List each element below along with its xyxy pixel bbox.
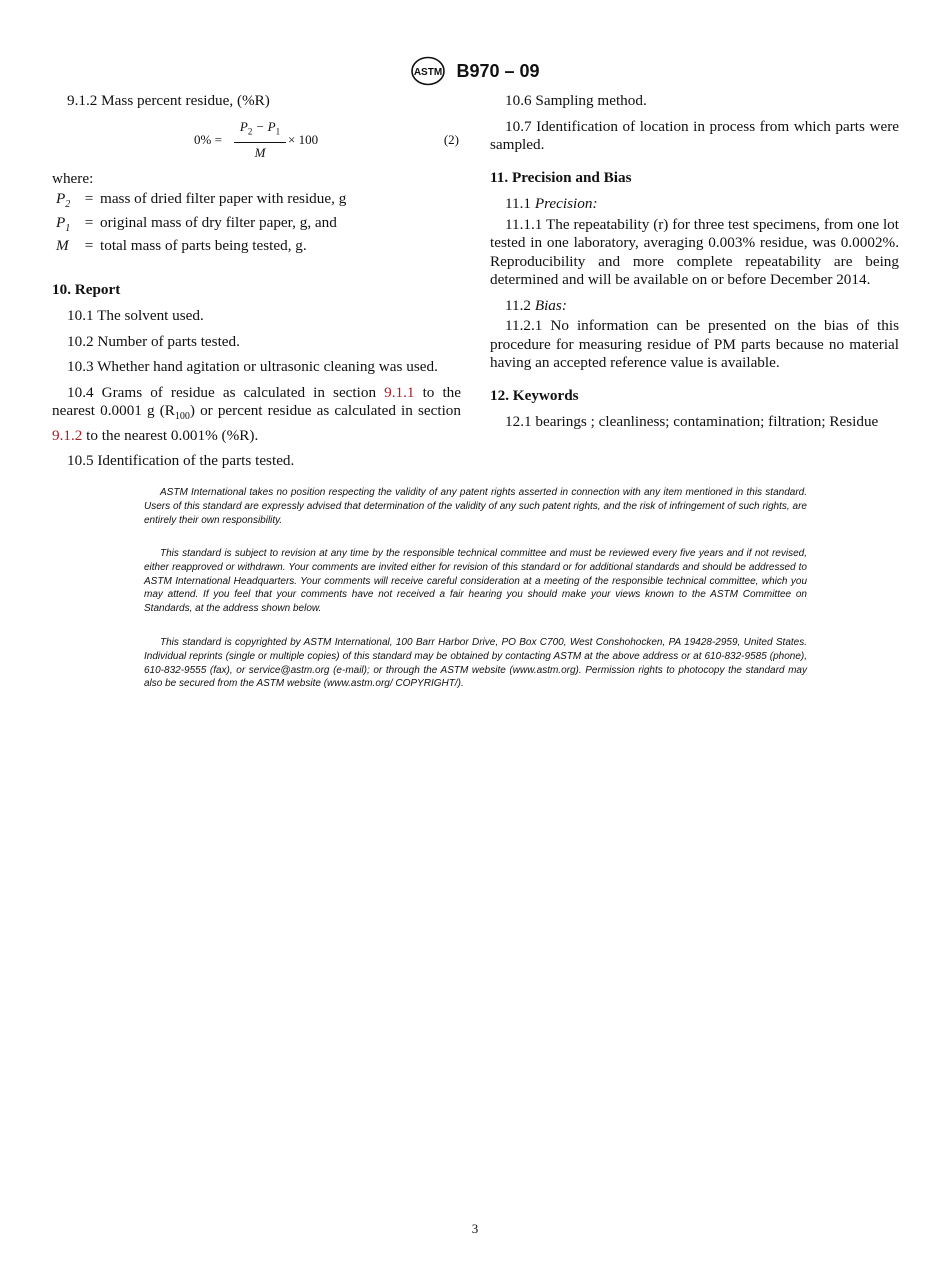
link-9-1-2[interactable]: 9.1.2 xyxy=(52,426,83,444)
equation-lhs: 0% = xyxy=(194,131,222,147)
page-number: 3 xyxy=(471,1221,479,1236)
definition-row: $P_1$ = original mass of dry filter paper, g, and xyxy=(56,213,337,234)
equation-fraction xyxy=(234,118,286,163)
heading-precision-bias: 11. Precision and Bias xyxy=(490,168,632,186)
section-10-1: 10.1 The solvent used. xyxy=(67,307,204,325)
section-9-1-2: 9.1.2 Mass percent residue, (%R) xyxy=(67,92,270,109)
section-11-2: 11.2 Bias: xyxy=(505,296,567,314)
copyright-notice: This standard is copyrighted by ASTM International, 100 Barr Harbor Drive, PO Box C700, West Conshohocken, PA 19428-2959, United States. Individual reprints (single or multiple copies) of this standard may be obtained by contacting ASTM at the above address or at 610-832-9585 (phone), 610-832-9555 (fax), or service@astm.org (e-mail); or through the ASTM website (www.astm.org). Permission rights to photocopy the standard may also be secured from the ASTM website (www.astm.org/ COPYRIGHT/). xyxy=(144,637,807,690)
section-12-1: 12.1 bearings ; cleanliness; contamination; filtration; Residue xyxy=(505,413,879,430)
heading-keywords: 12. Keywords xyxy=(490,386,579,404)
right-column xyxy=(490,92,899,439)
left-column xyxy=(52,92,461,478)
section-10-6: 10.6 Sampling method. xyxy=(505,92,647,109)
equation-number: (2) xyxy=(443,131,459,147)
equation-denominator: M xyxy=(254,144,266,160)
equation-rhs: × 100 xyxy=(288,131,319,147)
definition-row: M = total mass of parts being tested, g. xyxy=(56,237,307,255)
section-11-2-1: 11.2.1 No information can be presented on the bias of this procedure for measuring residue of PM parts because no material having an accepted reference value is available. xyxy=(490,317,899,371)
astm-logo-icon xyxy=(410,56,446,86)
where-label: where: xyxy=(52,169,94,187)
document-designation: B970 – 09 xyxy=(456,60,540,81)
heading-report: 10. Report xyxy=(52,280,121,298)
page-header xyxy=(0,56,950,86)
equation-numerator: $P_2 - P_1$ xyxy=(234,118,286,143)
revision-notice: This standard is subject to revision at any time by the responsible technical committee and must be reviewed every five years and if not revised, either reapproved or withdrawn. Your comments are invited either for revision of this standard or for additional standards and should be addressed to ASTM International Headquarters. Your comments will receive careful consideration at a meeting of the responsible technical committee, which you may attend. If you feel that your comments have not received a fair hearing you should make your views known to the ASTM Committee on Standards, at the address shown below. xyxy=(144,548,807,615)
section-11-1: 11.1 Precision: xyxy=(505,195,598,212)
section-10-2: 10.2 Number of parts tested. xyxy=(67,332,240,350)
variable-definitions xyxy=(52,190,461,261)
section-10-5: 10.5 Identification of the parts tested. xyxy=(67,452,295,470)
section-10-4: 10.4 Grams of residue as calculated in section 9.1.1 to the nearest 0.0001 g $(R_{100})$ or percent residue as calculated in section 9.1.2 to the nearest 0.001% (%R). xyxy=(52,383,461,444)
equation-2 xyxy=(52,118,461,162)
section-11-1-1: 11.1.1 The repeatability (r) for three test specimens, from one lot tested in one laboratory, averaging 0.003% residue, was 0.0002%. Reproducibility and more complete repeatability are being determined and will be available on or before December 2014. xyxy=(490,215,899,288)
definition-row: $P_2$ = mass of dried filter paper with residue, g xyxy=(56,190,347,211)
patent-notice: ASTM International takes no position respecting the validity of any patent rights asserted in connection with any item mentioned in this standard. Users of this standard are expressly advised that determination of the validity of any such patent rights, and the risk of infringement of such rights, are entirely their own responsibility. xyxy=(144,487,807,526)
link-9-1-1[interactable]: 9.1.1 xyxy=(384,383,415,401)
section-10-7: 10.7 Identification of location in process from which parts were sampled. xyxy=(490,117,899,153)
logo-text: ASTM xyxy=(414,67,443,78)
section-10-3: 10.3 Whether hand agitation or ultrasonic cleaning was used. xyxy=(67,358,438,376)
